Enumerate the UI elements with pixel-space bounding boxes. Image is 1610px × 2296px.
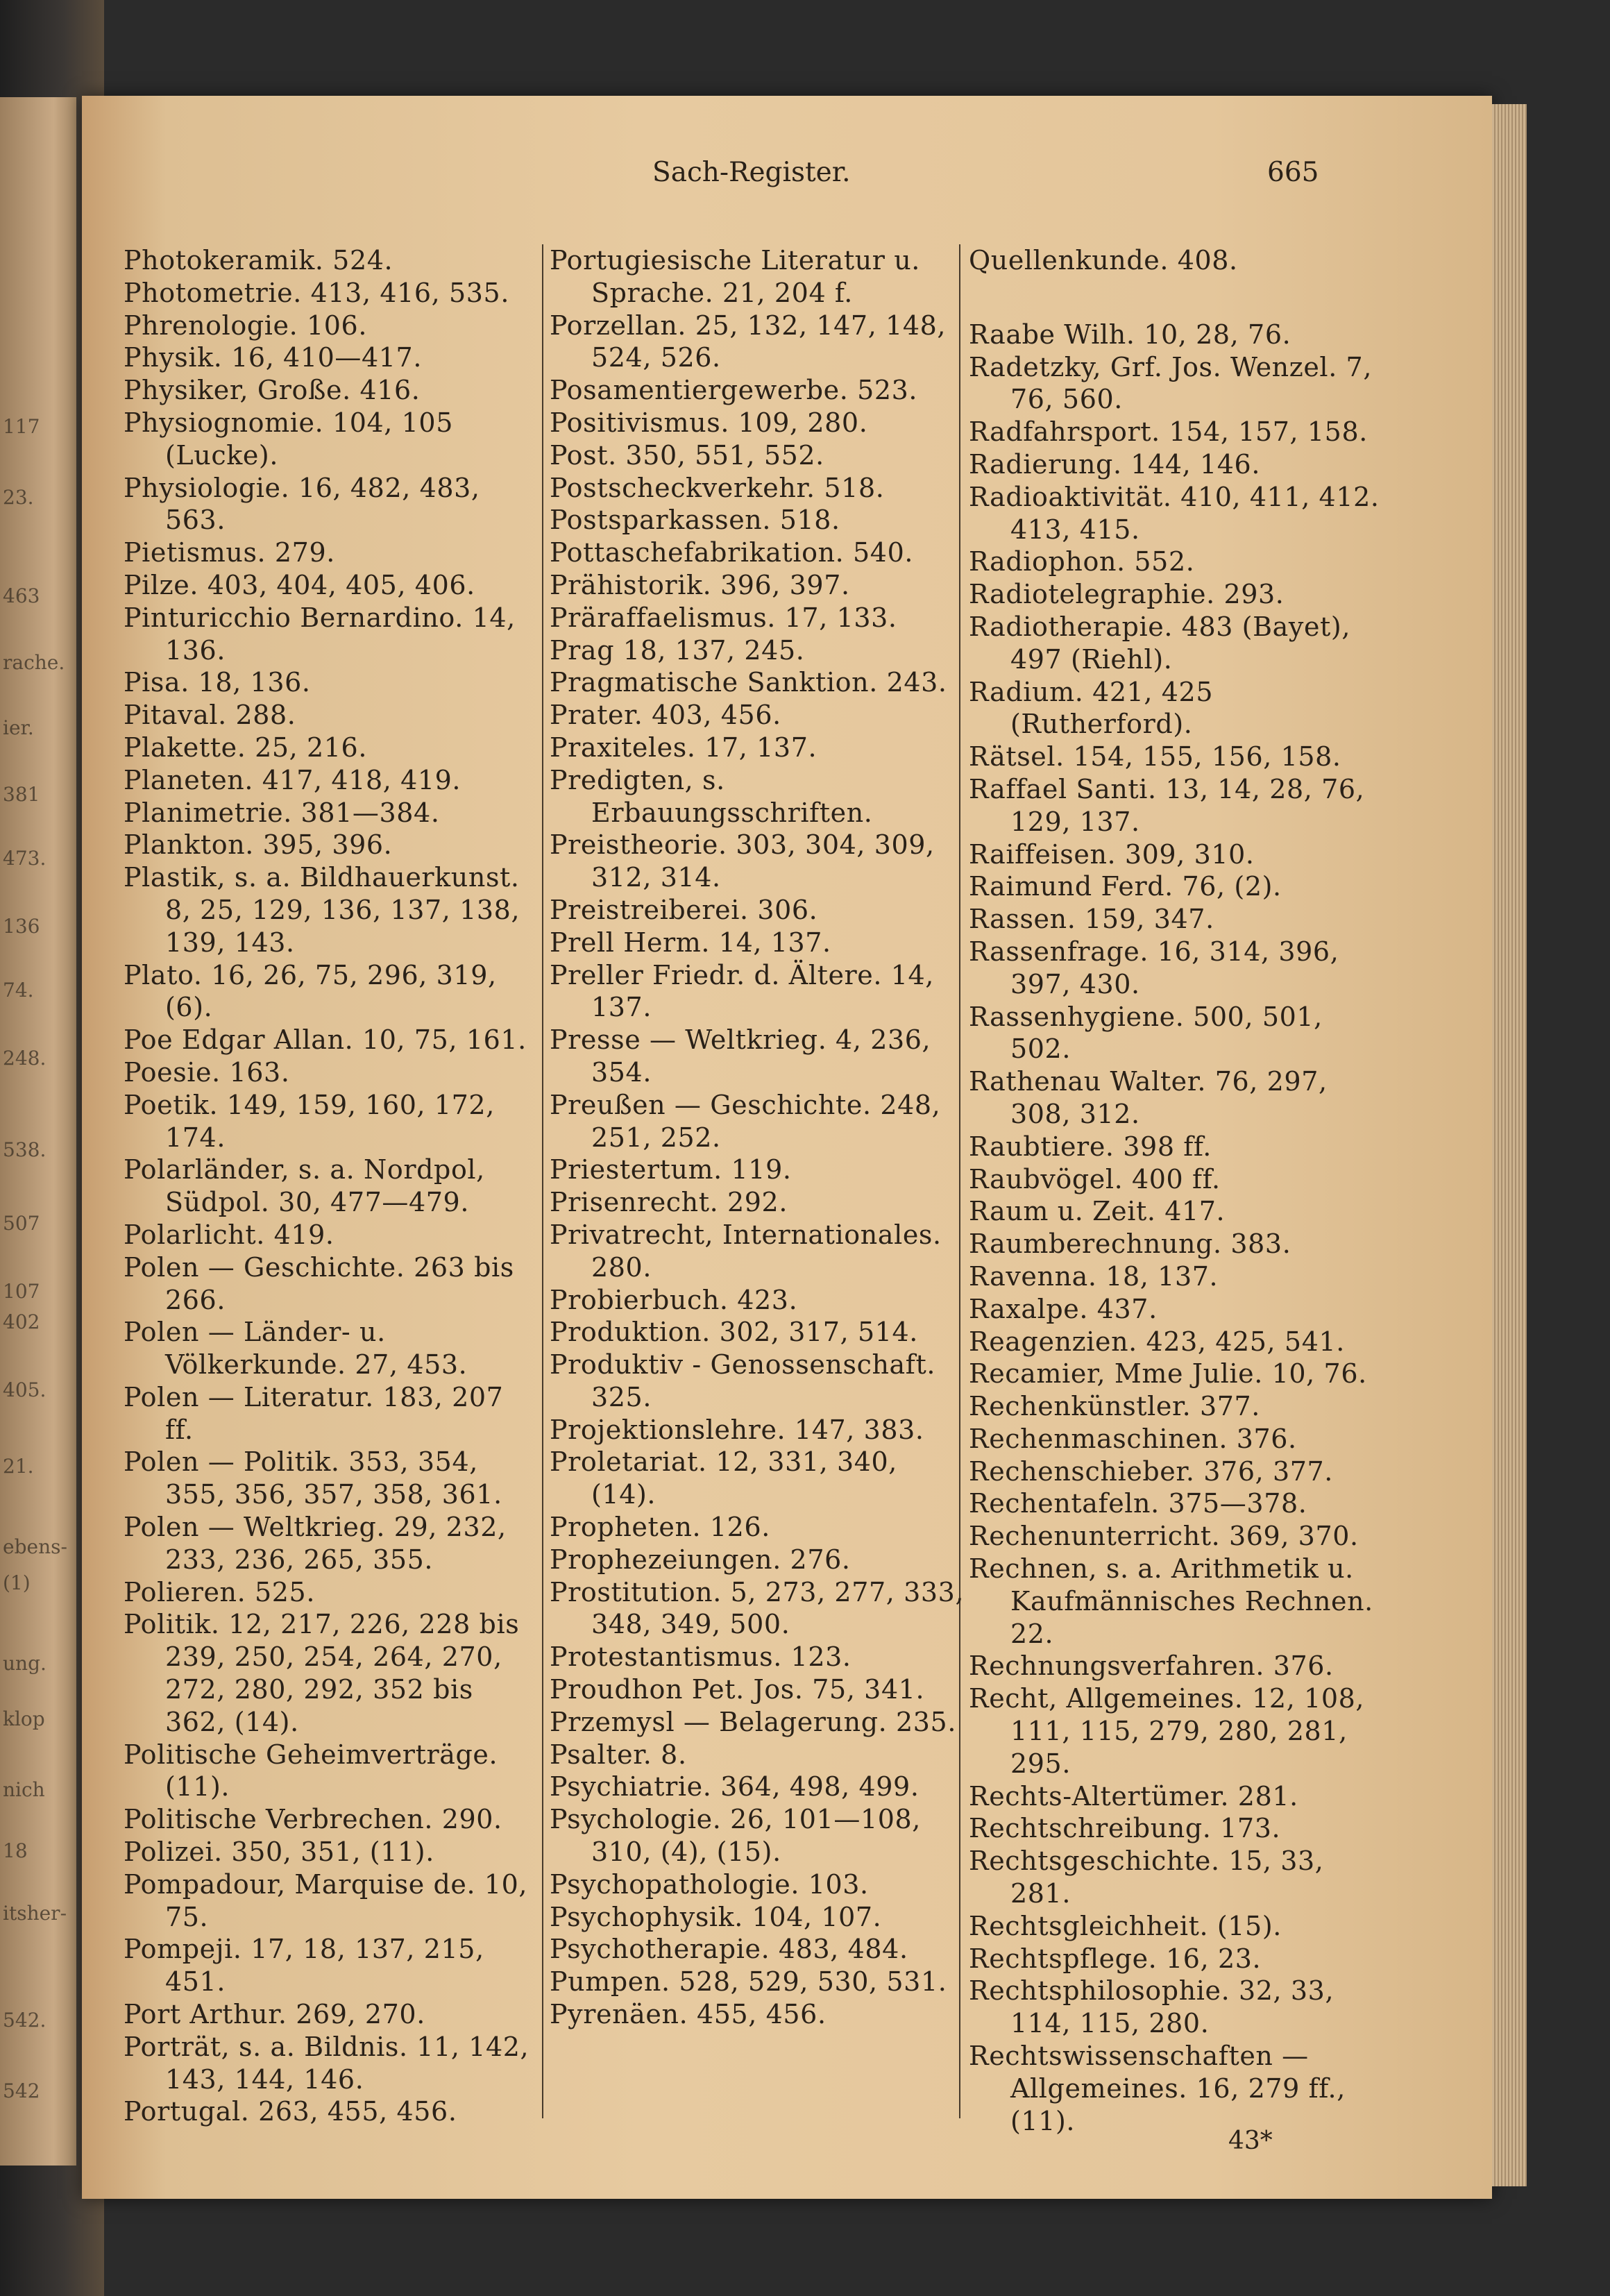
index-entry: Rechentafeln. 375—378.: [969, 1488, 1307, 1519]
index-entry: Rechtschreibung. 173.: [969, 1813, 1281, 1844]
index-entry: Politik. 12, 217, 226, 228 bis 239, 250, 254, 264, 270, 272, 280, 292, 352 bis 362, (14).: [124, 1609, 520, 1737]
index-column-1: [124, 244, 540, 2128]
index-entry: Prähistorik. 396, 397.: [550, 569, 850, 600]
index-entry: Pisa. 18, 136.: [124, 667, 311, 698]
index-entry: Priestertum. 119.: [550, 1154, 792, 1185]
edge-fragment: 473.: [3, 847, 46, 870]
index-entry: Raubtiere. 398 ff.: [969, 1131, 1212, 1162]
index-entry: Recamier, Mme Julie. 10, 76.: [969, 1358, 1367, 1390]
index-entry: Präraffaelismus. 17, 133.: [550, 602, 897, 633]
index-entry: Porzellan. 25, 132, 147, 148, 524, 526.: [550, 310, 947, 373]
index-entry: Raiffeisen. 309, 310.: [969, 838, 1255, 870]
index-entry: Presse — Weltkrieg. 4, 236, 354.: [550, 1024, 931, 1088]
index-entry: Postsparkassen. 518.: [550, 505, 840, 536]
index-entry: Rechtspflege. 16, 23.: [969, 1943, 1262, 1974]
index-entry: Predigten, s. Erbauungsschriften.: [550, 764, 873, 828]
index-entry: Pinturicchio Bernardino. 14, 136.: [124, 602, 516, 666]
edge-fragment: 248.: [3, 1047, 46, 1070]
index-entry: Psalter. 8.: [550, 1739, 687, 1770]
index-entry: Planeten. 417, 418, 419.: [124, 764, 461, 795]
index-entry: Pompeji. 17, 18, 137, 215, 451.: [124, 1934, 484, 1998]
column-rule: [542, 244, 543, 2118]
index-entry: Poe Edgar Allan. 10, 75, 161.: [124, 1024, 527, 1056]
index-entry: Privatrecht, Internationales. 280.: [550, 1219, 942, 1283]
edge-fragment: ung.: [3, 1652, 46, 1675]
index-entry: Pragmatische Sanktion. 243.: [550, 667, 947, 698]
running-title: Sach-Register.: [652, 157, 851, 188]
index-entry: Quellenkunde. 408.: [969, 245, 1238, 276]
running-header: [0, 157, 1610, 199]
index-entry: Radetzky, Grf. Jos. Wenzel. 7, 76, 560.: [969, 351, 1373, 415]
index-entry: Raimund Ferd. 76, (2).: [969, 871, 1282, 902]
index-entry: Portugal. 263, 455, 456.: [124, 2096, 457, 2127]
index-entry: Postscheckverkehr. 518.: [550, 472, 885, 503]
index-entry: Propheten. 126.: [550, 1512, 770, 1543]
index-entry: Positivismus. 109, 280.: [550, 407, 868, 438]
edge-fragment: 74.: [3, 979, 34, 1002]
index-entry: Port Arthur. 269, 270.: [124, 1999, 425, 2030]
edge-fragment: 507: [3, 1212, 40, 1235]
index-entry: Poetik. 149, 159, 160, 172, 174.: [124, 1089, 495, 1153]
index-entry: Praxiteles. 17, 137.: [550, 732, 817, 763]
signature-mark: 43*: [1228, 2127, 1273, 2155]
index-entry: Psychologie. 26, 101—108, 310, (4), (15).: [550, 1804, 921, 1868]
index-entry: Polen — Weltkrieg. 29, 232, 233, 236, 265, 355.: [124, 1512, 507, 1575]
index-entry: Poesie. 163.: [124, 1056, 290, 1088]
index-entry: Polen — Länder- u. Völkerkunde. 27, 453.: [124, 1317, 468, 1381]
index-entry: Rechtswissenschaften — Allgemeines. 16, 279 ff., (11).: [969, 2041, 1346, 2136]
index-entry: Rechtsgleichheit. (15).: [969, 1910, 1282, 1941]
edge-fragment: 542: [3, 2079, 40, 2102]
index-entry: Psychotherapie. 483, 484.: [550, 1934, 908, 1965]
edge-fragment: 402: [3, 1310, 40, 1333]
edge-fragment: 117: [3, 415, 40, 438]
index-entry: Rechtsphilosophie. 32, 33, 114, 115, 280.: [969, 1975, 1334, 2039]
index-entry: Prisenrecht. 292.: [550, 1187, 788, 1218]
index-entry: Rechenkünstler. 377.: [969, 1391, 1260, 1422]
index-entry: Raabe Wilh. 10, 28, 76.: [969, 319, 1291, 350]
index-entry: Posamentiergewerbe. 523.: [550, 375, 918, 406]
edge-fragment: 23.: [3, 486, 34, 509]
index-entry: Rechnungsverfahren. 376.: [969, 1651, 1334, 1682]
index-entry: Raffael Santi. 13, 14, 28, 76, 129, 137.: [969, 773, 1365, 837]
index-entry: Radiotherapie. 483 (Bayet), 497 (Riehl).: [969, 611, 1351, 675]
edge-fragment: 405.: [3, 1378, 46, 1401]
edge-fragment: 107: [3, 1280, 40, 1303]
index-entry: Preistreiberei. 306.: [550, 894, 818, 925]
index-entry: Raumberechnung. 383.: [969, 1229, 1291, 1260]
edge-fragment: ier.: [3, 716, 34, 739]
index-entry: Pumpen. 528, 529, 530, 531.: [550, 1966, 947, 1998]
index-entry: Produktion. 302, 317, 514.: [550, 1317, 918, 1348]
index-entry: Przemysl — Belagerung. 235.: [550, 1706, 956, 1737]
index-entry: Recht, Allgemeines. 12, 108, 111, 115, 279, 280, 281, 295.: [969, 1683, 1365, 1779]
index-entry: Pyrenäen. 455, 456.: [550, 1999, 827, 2030]
index-entry: Plankton. 395, 396.: [124, 829, 393, 861]
index-entry: Plato. 16, 26, 75, 296, 319, (6).: [124, 959, 497, 1023]
index-entry: Radfahrsport. 154, 157, 158.: [969, 416, 1368, 448]
edge-fragment: 538.: [3, 1138, 46, 1161]
index-entry: Proletariat. 12, 331, 340, (14).: [550, 1446, 897, 1510]
index-entry: Rechenmaschinen. 376.: [969, 1423, 1297, 1454]
index-entry: Pottaschefabrikation. 540.: [550, 537, 914, 568]
index-entry: Projektionslehre. 147, 383.: [550, 1414, 924, 1445]
index-entry: Plastik, s. a. Bildhauerkunst. 8, 25, 129, 136, 137, 138, 139, 143.: [124, 862, 520, 958]
index-entry: Pompadour, Marquise de. 10, 75.: [124, 1868, 528, 1932]
edge-fragment: rache.: [3, 651, 65, 674]
index-entry: Raum u. Zeit. 417.: [969, 1196, 1226, 1227]
edge-fragment: nich: [3, 1778, 45, 1801]
index-entry: Probierbuch. 423.: [550, 1284, 798, 1315]
index-entry: Rassenfrage. 16, 314, 396, 397, 430.: [969, 936, 1339, 999]
index-column-2: [550, 244, 966, 2031]
index-entry: Reagenzien. 423, 425, 541.: [969, 1326, 1345, 1357]
index-entry: Phrenologie. 106.: [124, 310, 368, 341]
index-entry: Physiker, Große. 416.: [124, 375, 421, 406]
edge-fragment: 381: [3, 783, 40, 806]
index-entry: Photokeramik. 524.: [124, 245, 393, 276]
index-entry: Rassenhygiene. 500, 501, 502.: [969, 1001, 1323, 1065]
index-entry: Psychophysik. 104, 107.: [550, 1901, 882, 1932]
index-entry: Polizei. 350, 351, (11).: [124, 1837, 434, 1868]
index-entry: Pitaval. 288.: [124, 700, 296, 731]
index-entry: Portugiesische Literatur u. Sprache. 21, 204 f.: [550, 245, 920, 308]
edge-fragment: 18: [3, 1839, 28, 1862]
index-entry: Polen — Literatur. 183, 207 ff.: [124, 1381, 504, 1445]
index-entry: Polarlicht. 419.: [124, 1219, 334, 1250]
edge-fragment: itsher-: [3, 1902, 67, 1925]
index-entry: Ravenna. 18, 137.: [969, 1260, 1219, 1292]
index-entry: Polarländer, s. a. Nordpol, Südpol. 30, 477—479.: [124, 1154, 485, 1218]
index-entry: Radium. 421, 425 (Rutherford).: [969, 676, 1214, 740]
page-number: 665: [1267, 157, 1319, 188]
edge-fragment: 463: [3, 584, 40, 607]
index-entry: Rechenschieber. 376, 377.: [969, 1455, 1333, 1487]
edge-fragment: ebens-: [3, 1535, 67, 1558]
index-entry: Prater. 403, 456.: [550, 700, 781, 731]
edge-fragment: (1): [3, 1571, 31, 1594]
index-entry: Radierung. 144, 146.: [969, 448, 1260, 480]
index-column-3: [969, 244, 1385, 2137]
index-entry: Rechnen, s. a. Arithmetik u. Kaufmännisches Rechnen. 22.: [969, 1553, 1373, 1649]
index-entry: Radiophon. 552.: [969, 546, 1195, 577]
index-entry: Radiotelegraphie. 293.: [969, 579, 1285, 610]
index-entry: Rassen. 159, 347.: [969, 904, 1214, 935]
edge-fragment: 542.: [3, 2009, 46, 2032]
index-entry: Produktiv - Genossenschaft. 325.: [550, 1349, 936, 1412]
index-entry: Rechenunterricht. 369, 370.: [969, 1521, 1359, 1552]
index-entry: Politische Verbrechen. 290.: [124, 1804, 502, 1835]
edge-fragment: 136: [3, 915, 40, 938]
edge-fragment: 21.: [3, 1455, 34, 1478]
index-entry: Porträt, s. a. Bildnis. 11, 142, 143, 144, 146.: [124, 2031, 529, 2095]
index-entry: Preußen — Geschichte. 248, 251, 252.: [550, 1089, 941, 1153]
index-entry: Physik. 16, 410—417.: [124, 342, 422, 373]
index-entry: Radioaktivität. 410, 411, 412. 413, 415.: [969, 481, 1380, 545]
index-entry: Protestantismus. 123.: [550, 1641, 851, 1673]
index-entry: Psychiatrie. 364, 498, 499.: [550, 1771, 920, 1803]
page-stack-edge: [1492, 104, 1527, 2186]
index-entry: Rechtsgeschichte. 15, 33, 281.: [969, 1846, 1324, 1909]
index-entry: Prag 18, 137, 245.: [550, 634, 805, 666]
index-entry: Photometrie. 413, 416, 535.: [124, 277, 510, 308]
index-entry: Polen — Geschichte. 263 bis 266.: [124, 1251, 514, 1315]
index-entry: Plakette. 25, 216.: [124, 732, 368, 763]
index-entry: Psychopathologie. 103.: [550, 1868, 869, 1900]
index-entry: Prell Herm. 14, 137.: [550, 927, 831, 958]
index-entry: Pilze. 403, 404, 405, 406.: [124, 569, 475, 600]
index-entry: Preistheorie. 303, 304, 309, 312, 314.: [550, 829, 935, 893]
index-entry: Prophezeiungen. 276.: [550, 1544, 851, 1575]
index-entry: Rathenau Walter. 76, 297, 308, 312.: [969, 1066, 1328, 1129]
index-entry: Rechts-Altertümer. 281.: [969, 1780, 1298, 1812]
index-entry: Raubvögel. 400 ff.: [969, 1163, 1221, 1195]
index-entry: Rätsel. 154, 155, 156, 158.: [969, 741, 1341, 773]
index-entry: Planimetrie. 381—384.: [124, 797, 440, 828]
index-entry: Politische Geheimverträge. (11).: [124, 1739, 498, 1803]
index-entry: Physiognomie. 104, 105 (Lucke).: [124, 407, 453, 471]
index-entry: Raxalpe. 437.: [969, 1293, 1158, 1324]
index-entry: Prostitution. 5, 273, 277, 333, 348, 349, 500.: [550, 1576, 965, 1640]
index-entry: Preller Friedr. d. Ältere. 14, 137.: [550, 959, 934, 1023]
index-entry: Proudhon Pet. Jos. 75, 341.: [550, 1674, 925, 1705]
edge-fragment: klop: [3, 1707, 45, 1730]
index-entry: Physiologie. 16, 482, 483, 563.: [124, 472, 480, 536]
index-entry: Pietismus. 279.: [124, 537, 335, 568]
index-entry: Post. 350, 551, 552.: [550, 439, 824, 471]
index-entry: Polen — Politik. 353, 354, 355, 356, 357, 358, 361.: [124, 1446, 502, 1510]
index-entry: Polieren. 525.: [124, 1576, 315, 1607]
